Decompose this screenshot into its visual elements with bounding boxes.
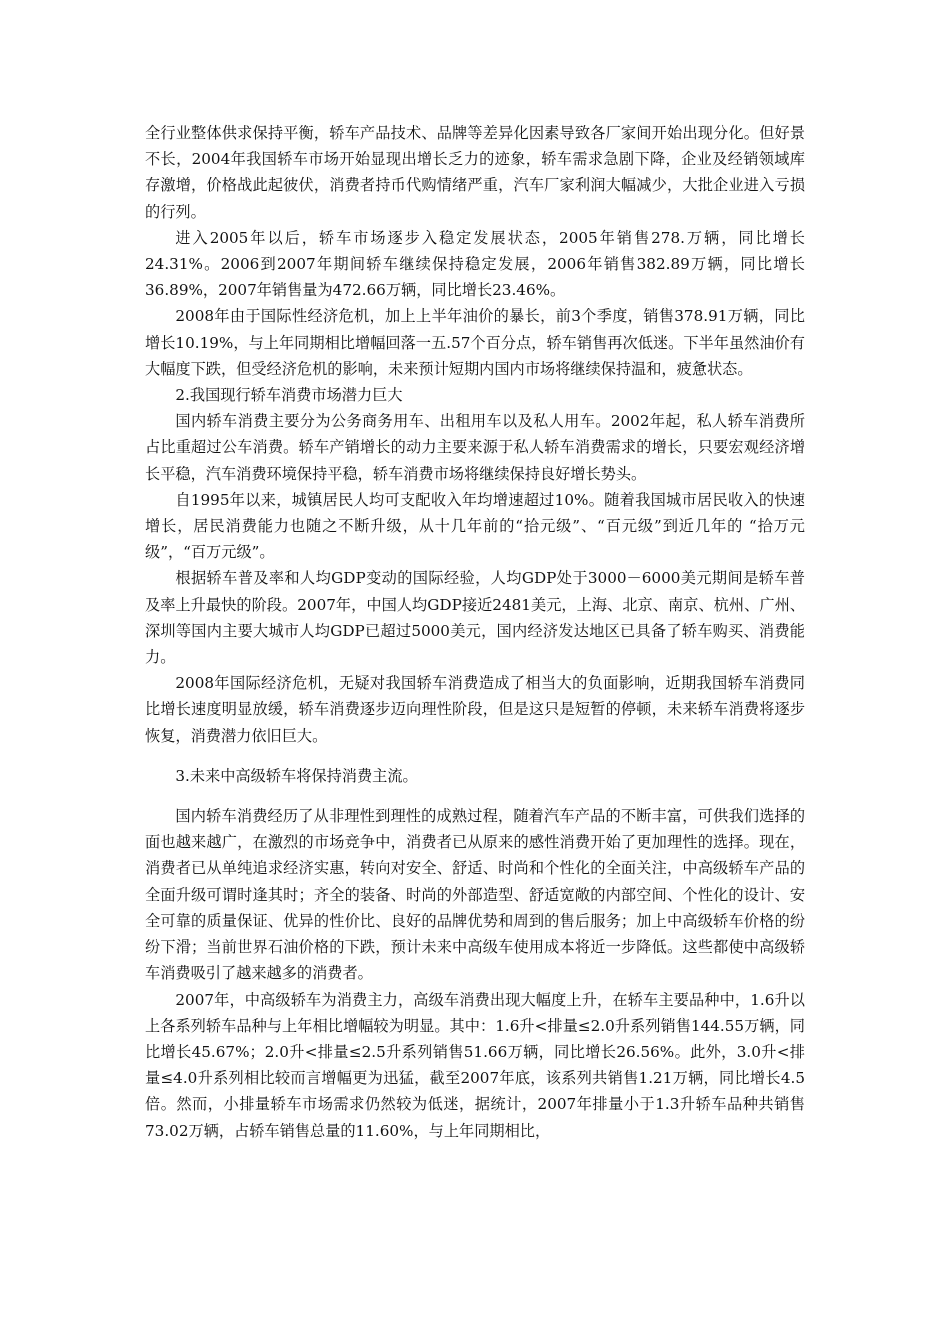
paragraph: 根据轿车普及率和人均GDP变动的国际经验，人均GDP处于3000－6000美元期间是轿车普及率上升最快的阶段。2007年，中国人均GDP接近2481美元，上海、北京、南京、杭州、广州、深圳等国内主要大城市人均GDP已超过5000美元，国内经济发达地区已具备了轿车购买、消费能力。 bbox=[145, 569, 805, 667]
paragraph: 国内轿车消费主要分为公务商务用车、出租用车以及私人用车。2002年起，私人轿车消费所占比重超过公车消费。轿车产销增长的动力主要来源于私人轿车消费需求的增长，只要宏观经济增长平稳，汽车消费环境保持平稳，轿车消费市场将继续保持良好增长势头。 bbox=[145, 412, 805, 483]
paragraph: 2008年由于国际性经济危机，加上上半年油价的暴长，前3个季度，销售378.91万辆，同比增长10.19%，与上年同期相比增幅回落一五.57个百分点，轿车销售再次低迷。下半年虽然油价有大幅度下跌，但受经济危机的影响，未来预计短期内国内市场将继续保持温和，疲惫状态。 bbox=[145, 307, 805, 378]
section-heading: 2.我国现行轿车消费市场潜力巨大 bbox=[175, 386, 403, 405]
paragraph: 2008年国际经济危机，无疑对我国轿车消费造成了相当大的负面影响，近期我国轿车消费同比增长速度明显放缓，轿车消费逐步迈向理性阶段，但是这只是短暂的停顿，未来轿车消费将逐步恢复，消费潜力依旧巨大。 bbox=[145, 674, 805, 745]
paragraph: 进入2005年以后，轿车市场逐步入稳定发展状态，2005年销售278.万辆，同比增长24.31%。2006到2007年期间轿车继续保持稳定发展，2006年销售382.89万辆，同比增长36.89%，2007年销售量为472.66万辆，同比增长23.46%。 bbox=[145, 228, 805, 300]
paragraph: 国内轿车消费经历了从非理性到理性的成熟过程，随着汽车产品的不断丰富，可供我们选择的面也越来越广，在激烈的市场竞争中，消费者已从原来的感性消费开始了更加理性的选择。现在，消费者已从单纯追求经济实惠，转向对安全、舒适、时尚和个性化的全面关注，中高级轿车产品的全面升级可谓时逢其时；齐全的装备、时尚的外部造型、舒适宽敞的内部空间、个性化的设计、安全可靠的质量保证、优异的性价比、良好的品牌优势和周到的售后服务；加上中高级轿车价格的纷纷下滑；当前世界石油价格的下跌，预计未来中高级车使用成本将近一步降低。这些都使中高级轿车消费吸引了越来越多的消费者。 bbox=[145, 807, 805, 983]
paragraph: 2007年，中高级轿车为消费主力，高级车消费出现大幅度上升，在轿车主要品种中，1.6升以上各系列轿车品种与上年相比增幅较为明显。其中：1.6升<排量≤2.0升系列销售144.55万辆，同比增长45.67%；2.0升<排量≤2.5升系列销售51.66万辆，同比增长26.56%。此外，3.0升<排量≤4.0升系列相比较而言增幅更为迅猛，截至2007年底，该系列共销售1.21万辆，同比增长4.5倍。然而，小排量轿车市场需求仍然较为低迷，据统计，2007年排量小于1.3升轿车品种共销售73.02万辆，占轿车销售总量的11.60%，与上年同期相比， bbox=[145, 990, 805, 1140]
paragraph: 自1995年以来，城镇居民人均可支配收入年均增速超过10%。随着我国城市居民收入的快速增长，居民消费能力也随之不断升级，从十几年前的“拾元级”、“百元级”到近几年的 “拾万元级”，“百万元级”。 bbox=[145, 490, 805, 562]
section-heading: 3.未来中高级轿车将保持消费主流。 bbox=[175, 766, 418, 785]
document-page bbox=[145, 120, 805, 1144]
paragraph: 全行业整体供求保持平衡，轿车产品技术、品牌等差异化因素导致各厂家间开始出现分化。但好景不长，2004年我国轿车市场开始显现出增长乏力的迹象，轿车需求急剧下降，企业及经销领域库存激增，价格战此起彼伏，消费者持币代购情绪严重，汽车厂家利润大幅减少，大批企业进入亏损的行列。 bbox=[145, 124, 805, 221]
